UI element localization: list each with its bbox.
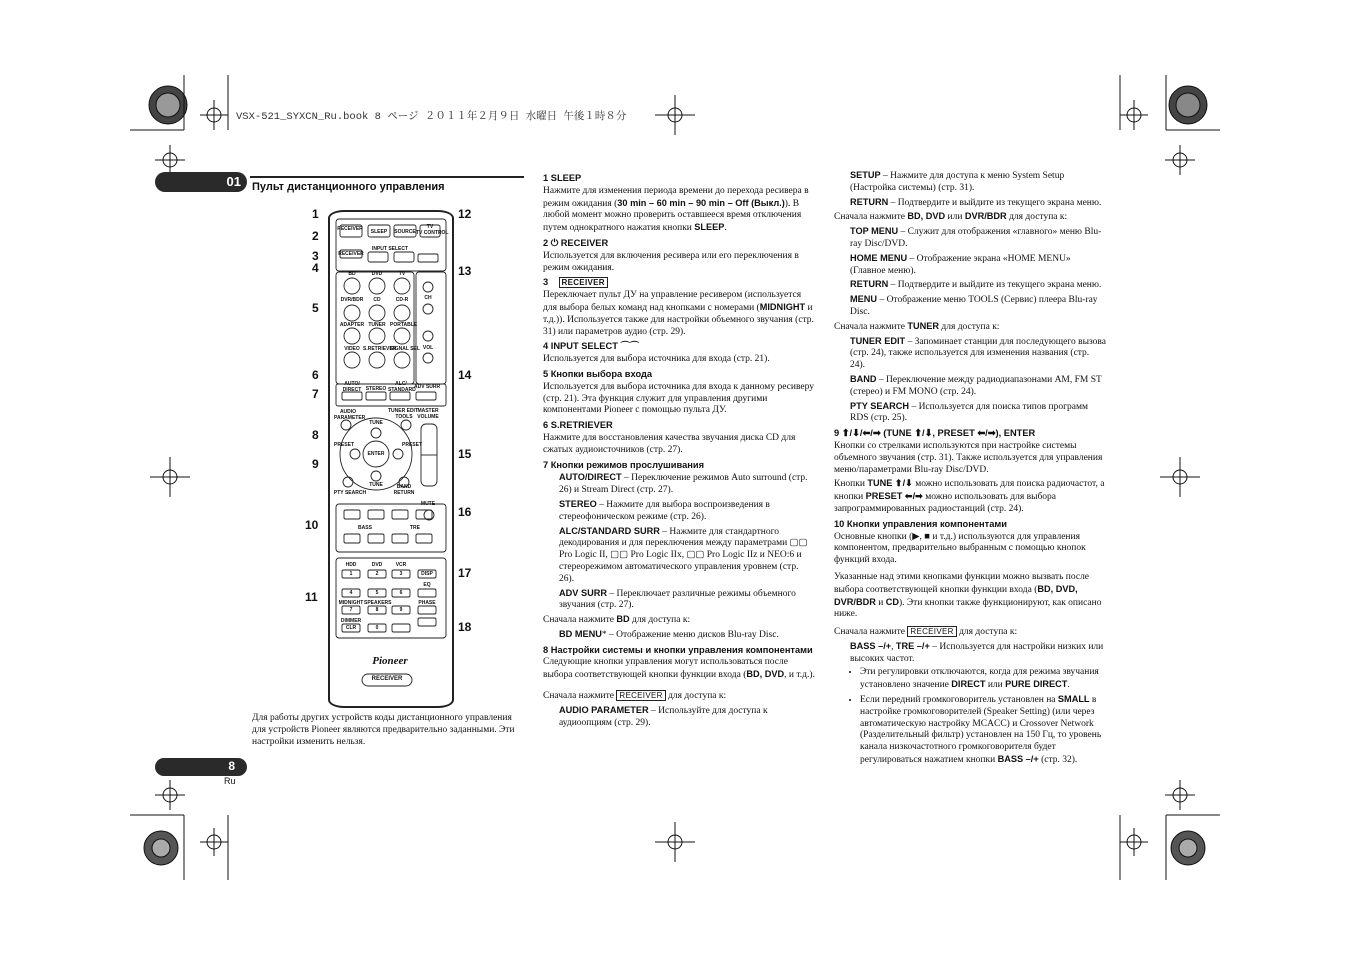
tv-label: TV <box>426 224 434 230</box>
section-1-heading: 1 SLEEP <box>543 173 582 183</box>
section-7-heading: 7 Кнопки режимов прослушивания <box>543 459 705 470</box>
tools-label: TOOLS <box>395 414 413 420</box>
key-7: 7 <box>349 607 353 613</box>
bass-label: BASS <box>358 525 372 531</box>
text-column-middle <box>543 170 815 731</box>
key-5: 5 <box>375 590 379 596</box>
adapter-label: ADAPTER <box>339 322 365 328</box>
return2-text: RETURN – Подтвердите и выйдите из текущего экрана меню. <box>850 279 1102 291</box>
remote-control <box>328 210 454 708</box>
clr-label: CLR <box>345 625 357 631</box>
key-3: 3 <box>399 571 403 577</box>
vcr-label: VCR <box>395 562 407 568</box>
key-1: 1 <box>349 571 353 577</box>
section-5-heading: 5 Кнопки выбора входа <box>543 368 653 379</box>
callout-2: 2 <box>312 229 319 243</box>
band-text: BAND – Переключение между радиодиапазонами AM, FM ST (стерео) и FM MONO (стр. 24). <box>850 373 1102 397</box>
chapter-tab <box>155 172 247 192</box>
key-9: 9 <box>399 607 403 613</box>
auto-direct-text: AUTO/DIRECT – Переключение режимов Auto surround (стр. 26) и Stream Direct (стр. 27). <box>559 472 808 496</box>
midnight-label: MIDNIGHT <box>338 600 364 606</box>
section-8-heading: 8 Настройки системы и кнопки управления компонентами <box>543 644 813 655</box>
section-4-heading: 4 INPUT SELECT ⌒⌒ <box>543 341 640 352</box>
setup-text: SETUP – Нажмите для доступа к меню System Setup (Настройка системы) (стр. 31). <box>850 170 1065 193</box>
pty-search-label: PTY SEARCH <box>333 490 367 496</box>
key-8: 8 <box>375 607 379 613</box>
pioneer-logo: Pioneer <box>372 655 408 667</box>
remote-drawing <box>330 212 452 706</box>
sretriever-label: S.RETRIEVER <box>363 346 397 352</box>
dvd-label: DVD <box>371 271 383 277</box>
remote-caption: Для работы других устройств коды дистанционного управления для устройств Pioneer являются предварительно заданными. Эти настройки изменить нельзя. <box>252 713 515 747</box>
text-column-right <box>834 170 1106 769</box>
page-title: Пульт дистанционного управления <box>252 181 445 193</box>
receiver-badge: RECEIVER <box>371 676 403 682</box>
ch-label: CH <box>424 295 432 301</box>
key-2: 2 <box>375 571 379 577</box>
cd-label: CD <box>373 297 381 303</box>
callout-14: 14 <box>458 368 472 382</box>
first-press-bd-dvd: Сначала нажмите BD, DVD или DVR/BDR для доступа к: <box>834 211 1068 223</box>
dvd3-label: DVD <box>371 562 383 568</box>
section-9-text: Кнопки со стрелками используются при настройке системы объемного звучания (стр. 31). Также используется для управления меню/параметрами Blu-ray Disc/DVD. <box>834 440 1103 475</box>
callout-5: 5 <box>312 301 319 315</box>
callout-9: 9 <box>312 457 319 471</box>
input-select-label: INPUT SELECT <box>371 246 409 252</box>
bd-menu-text: BD MENU* – Отображение меню дисков Blu-ray Disc. <box>559 628 779 640</box>
section-9-heading: 9 ⬆/⬇/⬅/➡ (TUNE ⬆/⬇, PRESET ⬅/➡), ENTER <box>834 428 1036 439</box>
preset-right-label: PRESET <box>402 442 423 448</box>
dvrbdr-label: DVR/BDR <box>340 297 364 303</box>
section-4-text: Используется для выбора источника для входа (стр. 21). <box>543 354 770 365</box>
key-6: 6 <box>399 590 403 596</box>
section-6-text: Нажмите для восстановления качества звучания диска CD для сжатых аудиоисточников (стр. 27). <box>543 432 796 455</box>
callout-7: 7 <box>312 387 319 401</box>
page-language: Ru <box>224 776 236 786</box>
callout-12: 12 <box>458 207 472 221</box>
video-label: VIDEO <box>344 346 360 352</box>
top-menu-text: TOP MENU – Служит для отображения «главного» меню Blu-ray Disc/DVD. <box>850 226 1102 249</box>
auto-direct-label: AUTO/ DIRECT <box>342 381 362 393</box>
bass-tre-text: BASS –/+, TRE –/+ – Используется для настройки низких или высоких частот. <box>850 640 1104 664</box>
home-menu-text: HOME MENU – Отображение экрана «HOME MENU» (Главное меню). <box>850 252 1071 276</box>
hdd-label: HDD <box>345 562 357 568</box>
sleep-label: SLEEP <box>370 229 388 235</box>
callout-11: 11 <box>305 590 318 604</box>
cdr-label: CD-R <box>395 297 409 303</box>
section-9-text-2: Кнопки TUNE ⬆/⬇ можно использовать для поиска радиочастот, а кнопки PRESET ⬅/➡ можно использовать для выбора запрограммированных радиостанций (стр. 24). <box>834 478 1105 514</box>
callout-6: 6 <box>312 368 319 382</box>
note-small: • Если передний громкоговоритель установлен на SMALL в настройке громкоговорителей (Speaker Setting) (или через автоматическую настройку MCACC) и Crossover Network (Разделительный фильтр) установлен на 150 Гц, то уровень канала низкочастотного громкоговорителя будет регулироваться нажатием кнопки BASS –/+ (стр. 32). <box>860 694 1106 767</box>
section-6-heading: 6 S.RETRIEVER <box>543 420 613 431</box>
section-2-heading: 2 ⏻ RECEIVER <box>543 237 609 248</box>
section-10-text: Основные кнопки (▶, ■ и т.д.) используются для управления компонентом, предварительно выбранным с помощью кнопок функций входа. <box>834 531 1086 566</box>
phase-label: PHASE <box>418 600 436 606</box>
section-5-text: Используется для выбора источника для входа к данному ресиверу (стр. 21). Эта функция служит для управления другими компонентами Pioneer с помощью пульта ДУ. <box>543 381 814 416</box>
adv-surr-text: ADV SURR – Переключает различные режимы объемного звучания (стр. 27). <box>559 587 796 611</box>
alc-text: ALC/STANDARD SURR – Нажмите для стандартного декодирования и для переключения между параметрами ▢▢ Pro Logic II, ▢▢ Pro Logic IIx, ▢▢ Pro Logic IIz и NEO:6 и стереорежимом автоматического управления уровнем (стр. 26). <box>559 525 808 584</box>
disp-label: DISP <box>421 571 433 577</box>
callout-17: 17 <box>458 566 472 580</box>
section-10-heading: 10 Кнопки управления компонентами <box>834 518 1007 529</box>
alc-label: ALC/ STANDARD <box>388 381 416 393</box>
tune-bottom-label: TUNE <box>369 482 383 488</box>
key-0: 0 <box>375 625 379 631</box>
first-press-bd: Сначала нажмите BD для доступа к: <box>543 614 691 626</box>
return-text: RETURN – Подтвердите и выйдите из текущего экрана меню. <box>850 196 1102 208</box>
tune-top-label: TUNE <box>369 420 383 426</box>
section-1-text: Нажмите для изменения периода времени до перехода ресивера в режим ожидания (30 min – 60 min – 90 min – Off (Выкл.)). В любой момент можно проверить оставшееся время отключения путем однократного нажатия кнопки SLEEP. <box>543 185 809 234</box>
bd-label: BD <box>348 271 356 277</box>
key-4: 4 <box>349 590 353 596</box>
callout-15: 15 <box>458 447 472 461</box>
audio-parameter-text: AUDIO PARAMETER – Используйте для доступа к аудиоопциям (стр. 29). <box>559 704 768 728</box>
dimmer-label: DIMMER <box>340 618 362 624</box>
section-3-text: Переключает пульт ДУ на управление ресивером (используется для выбора белых команд над кнопками с номерами (MIDNIGHT и т.д.)). Используется также для настройки объемного звучания (стр. 31) или параметров аудио (стр. 29). <box>543 290 814 337</box>
callout-8: 8 <box>312 428 319 442</box>
tre-label: TRE <box>410 525 420 531</box>
page-number-tab <box>155 758 247 776</box>
tv2-label: TV <box>398 271 406 277</box>
stereo-label: STEREO <box>365 386 387 392</box>
signal-sel-label: SIGNAL SEL <box>390 346 420 352</box>
page-number: 8 <box>228 759 235 773</box>
callout-13: 13 <box>458 264 472 278</box>
band-label: BAND <box>396 484 412 490</box>
master-volume-label: MASTER VOLUME <box>417 408 439 420</box>
section-10-text-2: Указанные над этими кнопками функции можно вызвать после выбора соответствующей кнопки функции входа (BD, DVD, DVR/BDR и CD). Эти кнопки также функционируют, как описано ниже. <box>834 571 1102 620</box>
notes-list <box>834 667 1106 766</box>
section-8-text: Следующие кнопки управления могут использоваться после выбора соответствующей кнопки функции входа (BD, DVD, и т.д.). <box>543 657 815 681</box>
tuner-label: TUNER <box>368 322 386 328</box>
receiver-mode-label: RECEIVER <box>338 251 364 257</box>
callout-3: 3 <box>312 249 319 263</box>
audio-parameter-label: AUDIO PARAMETER <box>334 409 366 421</box>
callout-18: 18 <box>458 620 472 634</box>
return-label: RETURN <box>393 490 415 496</box>
callout-10: 10 <box>305 518 319 532</box>
note-direct: • Эти регулировки отключаются, когда для режима звучания установлено значение DIRECT или PURE DIRECT. <box>860 667 1106 692</box>
menu-text: MENU – Отображение меню TOOLS (Сервис) плеера Blu-ray Disc. <box>850 294 1098 317</box>
stereo-text: STEREO – Нажмите для выбора воспроизведения в стереофоническом режиме (стр. 26). <box>559 498 770 522</box>
mute-label: MUTE <box>420 501 436 507</box>
source-label: SOURCE <box>394 229 416 235</box>
first-press-receiver: Сначала нажмите RECEIVER для доступа к: <box>543 691 727 702</box>
tv-control-label: TV CONTROL <box>416 230 449 236</box>
speakers-label: SPEAKERS <box>364 600 392 606</box>
section-3-heading: 3 RECEIVER <box>543 277 815 289</box>
tuner-edit-text: TUNER EDIT – Запоминает станции для последующего вызова (стр. 24), также используется для изменения названия (стр. 24). <box>850 335 1107 371</box>
callout-4: 4 <box>312 261 319 275</box>
eq-label: EQ <box>423 582 431 588</box>
book-header: VSX-521_SYXCN_Ru.book 8 ページ ２０１１年２月９日 水曜日 午後１時８分 <box>236 111 627 123</box>
adv-surr-label: ADV SURR <box>414 384 441 390</box>
chapter-number: 01 <box>226 174 241 189</box>
vol-label: VOL <box>422 345 434 351</box>
section-2-text: Используется для включения ресивера или его переключения в режим ожидания. <box>543 250 799 273</box>
tuner-edit-label: TUNER EDIT <box>388 408 418 414</box>
portable-label: PORTABLE <box>390 322 418 328</box>
callout-16: 16 <box>458 505 472 519</box>
chapter-rule <box>250 176 524 178</box>
enter-label: ENTER <box>367 451 385 457</box>
first-press-tuner: Сначала нажмите TUNER для доступа к: <box>834 320 1000 332</box>
callout-1: 1 <box>312 207 319 221</box>
preset-left-label: PRESET <box>334 442 355 448</box>
first-press-receiver-2: Сначала нажмите RECEIVER для доступа к: <box>834 627 1018 638</box>
receiver-label: RECEIVER <box>337 226 363 232</box>
pty-search-text: PTY SEARCH – Используется для поиска типов программ RDS (стр. 25). <box>850 400 1088 424</box>
